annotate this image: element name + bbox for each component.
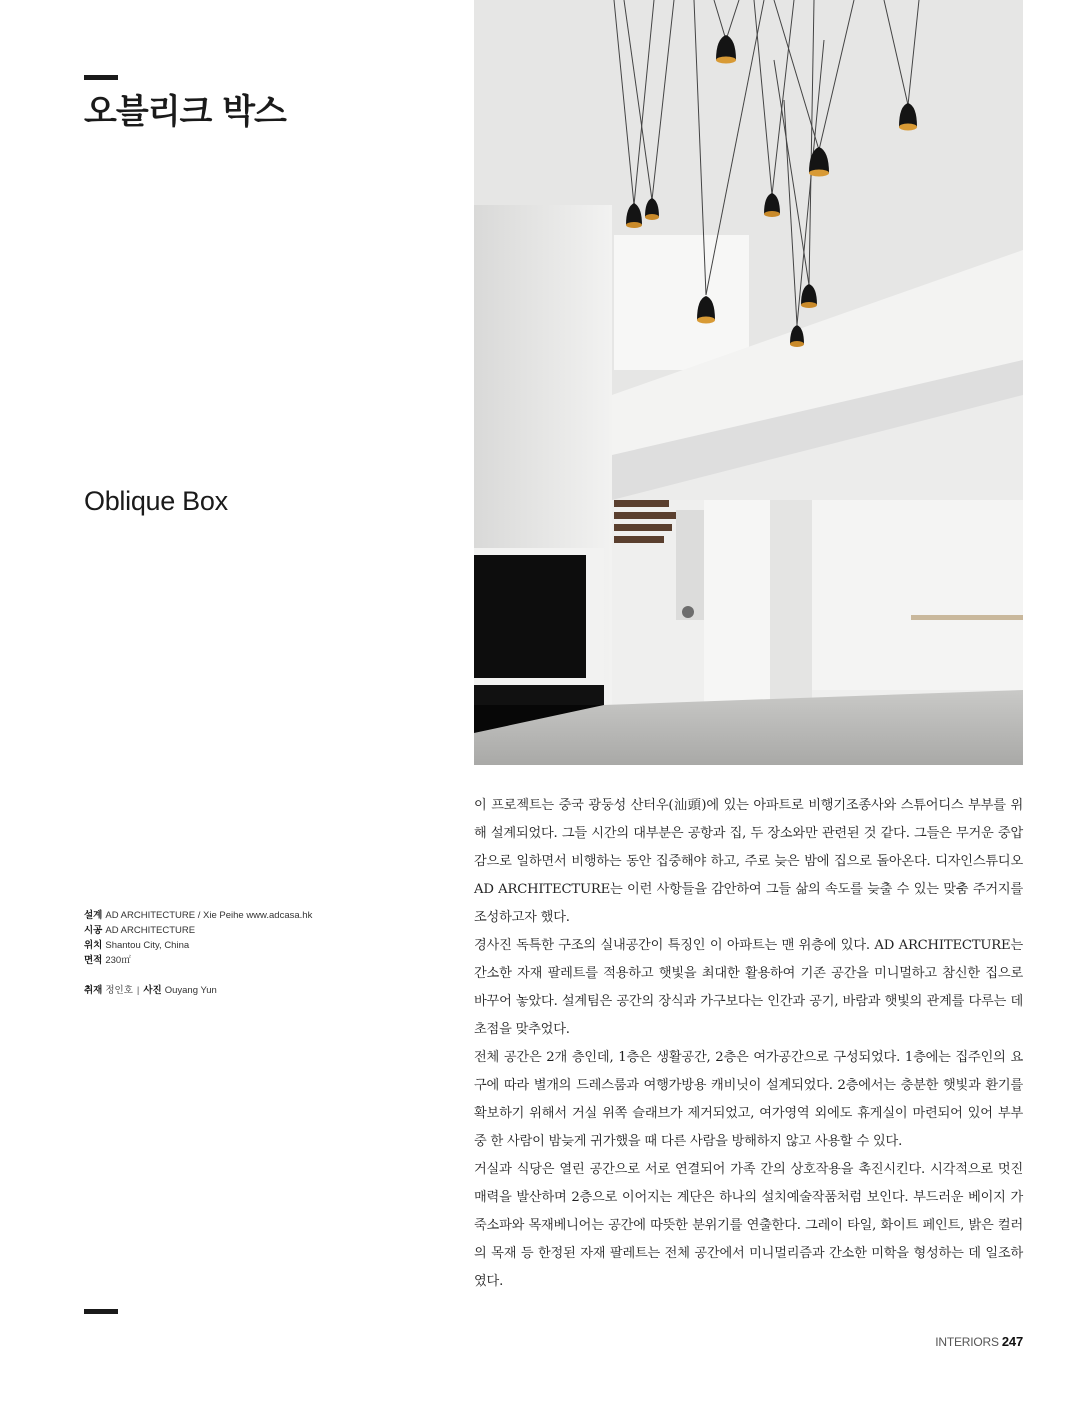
article-paragraph: 전체 공간은 2개 층인데, 1층은 생활공간, 2층은 여가공간으로 구성되었다. 1층에는 집주인의 요구에 따라 별개의 드레스룸과 여행가방용 캐비닛이 설계되었다. 2층에서는 충분한 햇빛과 환기를 확보하기 위해서 거실 위쪽 슬래브가 제거되었고, 여가영역 외에도 휴게실이 마련되어 있어 부부 중 한 사람이 밤늦게 귀가했을 때 다른 사람을 방해하지 않고 사용할 수 있다.: [474, 1050, 1023, 1149]
interview-label: 취재: [84, 985, 103, 996]
credit-label: 설계: [84, 910, 103, 921]
title-korean: 오블리크 박스: [84, 92, 286, 132]
interview-value: 정인호: [105, 985, 133, 996]
credit-design: [84, 908, 344, 923]
credit-label: 면적: [84, 955, 103, 966]
credit-value: 230㎡: [105, 955, 131, 966]
credit-area: [84, 953, 344, 968]
photo-value: Ouyang Yun: [164, 985, 217, 996]
credit-label: 시공: [84, 925, 103, 936]
staff-credit: [84, 983, 344, 998]
staff-separator: |: [136, 985, 140, 996]
photo-label: 사진: [143, 985, 162, 996]
magazine-name: INTERIORS: [935, 1335, 999, 1349]
bottom-rule: [84, 1309, 118, 1314]
credits-block: [84, 908, 344, 998]
credit-location: [84, 938, 344, 953]
title-english: Oblique Box: [84, 486, 228, 516]
article-body: [474, 792, 1023, 1296]
article-paragraph: 경사진 독특한 구조의 실내공간이 특징인 이 아파트는 맨 위층에 있다. AD ARCHITECTURE는 간소한 자재 팔레트를 적용하고 햇빛을 최대한 활용하여 기존 공간을 미니멀하고 참신한 집으로 바꾸어 놓았다. 설계팀은 공간의 장식과 가구보다는 인간과 공기, 바람과 햇빛의 관계를 다루는 데 초점을 맞추었다.: [474, 938, 1023, 1037]
page-number: 247: [1001, 1334, 1023, 1349]
article-paragraph: 이 프로젝트는 중국 광둥성 산터우(汕頭)에 있는 아파트로 비행기조종사와 스튜어디스 부부를 위해 설계되었다. 그들 시간의 대부분은 공항과 집, 두 장소와만 관련된 것 같다. 그들은 무거운 중압감으로 일하면서 비행하는 동안 집중해야 하고, 주로 늦은 밤에 집으로 돌아온다. 디자인스튜디오 AD ARCHITECTURE는 이런 사항들을 감안하여 그들 삶의 속도를 늦출 수 있는 맞춤 주거지를 조성하고자 했다.: [474, 798, 1023, 925]
credit-value: AD ARCHITECTURE: [105, 925, 196, 936]
credit-value: AD ARCHITECTURE / Xie Peihe www.adcasa.hk: [105, 910, 313, 921]
page-folio: [935, 1334, 1023, 1349]
credit-label: 위치: [84, 940, 103, 951]
top-rule: [84, 75, 118, 80]
article-paragraph: 거실과 식당은 열린 공간으로 서로 연결되어 가족 간의 상호작용을 촉진시킨다. 시각적으로 멋진 매력을 발산하며 2층으로 이어지는 계단은 하나의 설치예술작품처럼 보인다. 부드러운 베이지 가죽소파와 목재베니어는 공간에 따뜻한 분위기를 연출한다. 그레이 타일, 화이트 페인트, 밝은 컬러의 목재 등 한정된 자재 팔레트는 전체 공간에서 미니멀리즘과 간소한 미학을 형성하는 데 일조하였다.: [474, 1162, 1023, 1289]
credit-construction: [84, 923, 344, 938]
credit-value: Shantou City, China: [105, 940, 190, 951]
interior-photo: [474, 0, 1023, 765]
